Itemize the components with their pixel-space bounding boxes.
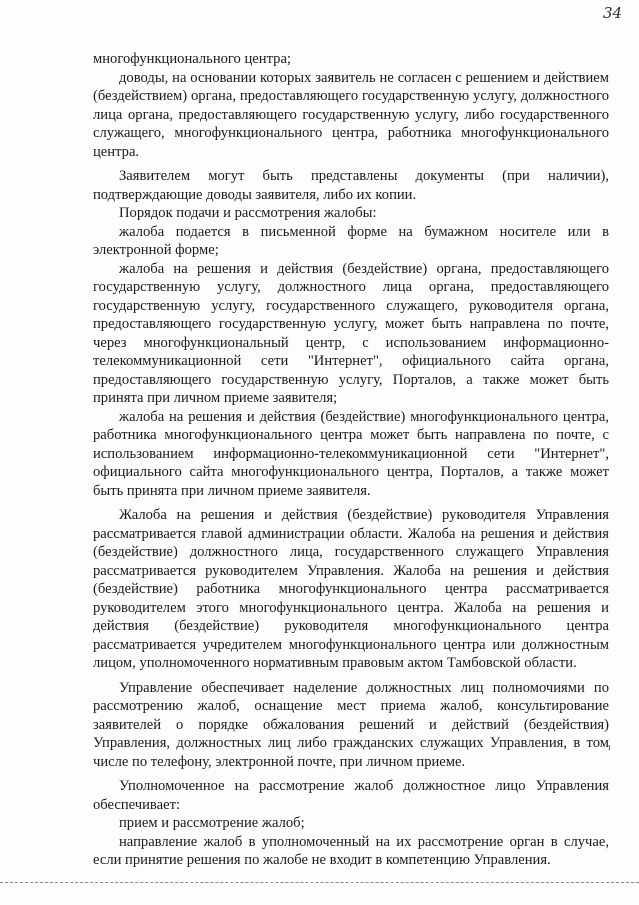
document-body bbox=[93, 50, 609, 870]
paragraph: Уполномоченное на рассмотрение жалоб должностное лицо Управления обеспечивает: bbox=[93, 778, 609, 813]
paragraph: доводы, на основании которых заявитель не согласен с решением и действием (бездействием) органа, предоставляющего государственную услугу, должностного лица органа, предоставляющего государственную услугу, либо государственного служащего, многофункционального центра, работника многофункционального центра. bbox=[93, 69, 609, 160]
paragraph: прием и рассмотрение жалоб; bbox=[119, 815, 305, 831]
paragraph: многофункционального центра; bbox=[93, 51, 291, 67]
scan-bottom-edge bbox=[0, 882, 639, 883]
paragraph: Порядок подачи и рассмотрения жалобы: bbox=[119, 205, 377, 221]
paragraph: жалоба на решения и действия (бездействие) органа, предоставляющего государственную услугу, должностного лица органа, предоставляющего государственную услугу, государственного служащего, руководителя органа, предоставляющего государственную услугу, может быть направлена по почте, через многофункциональный центр, с использованием информационно-телекоммуникационной сети "Интернет", официального сайта органа, предоставляющего государственную услугу, Порталов, а также может быть принята при личном приеме заявителя; bbox=[93, 260, 609, 406]
paragraph: Заявителем могут быть представлены документы (при наличии), подтверждающие доводы заявителя, либо их копии. bbox=[93, 168, 609, 203]
paragraph: направление жалоб в уполномоченный на их рассмотрение орган в случае, если принятие решения по жалобе не входит в компетенцию Управления. bbox=[93, 833, 609, 868]
paragraph: жалоба подается в письменной форме на бумажном носителе или в электронной форме; bbox=[93, 223, 609, 258]
paragraph: Управление обеспечивает наделение должностных лиц полномочиями по рассмотрению жалоб, оснащение мест приема жалоб, консультирование заявителей о порядке обжалования решений и действий (бездействия) Управления, должностных лиц либо гражданских служащих Управления, в том числе по телефону, электронной почте, при личном приеме. bbox=[93, 679, 609, 770]
paragraph: жалоба на решения и действия (бездействие) многофункционального центра, работника многофункционального центра может быть направлена по почте, с использованием информационно-телекоммуникационной сети "Интернет", официального сайта многофункционального центра, Порталов, а также может быть принята при личном приеме заявителя. bbox=[93, 408, 609, 499]
page-number: 34 bbox=[603, 4, 623, 22]
paragraph: Жалоба на решения и действия (бездействие) руководителя Управления рассматривается главой администрации области. Жалоба на решения и действия (бездействие) должностного лица, государственного служащего Управления рассматривается руководителем Управления. Жалоба на решения и действия (бездействие) работника многофункционального центра рассматривается руководителем этого многофункционального центра. Жалоба на решения и действия (бездействие) руководителя многофункционального центра рассматривается учредителем многофункционального центра или должностным лицом, уполномоченного нормативным правовым актом Тамбовской области. bbox=[93, 507, 609, 671]
scan-edge-mark: ı bbox=[608, 742, 611, 753]
